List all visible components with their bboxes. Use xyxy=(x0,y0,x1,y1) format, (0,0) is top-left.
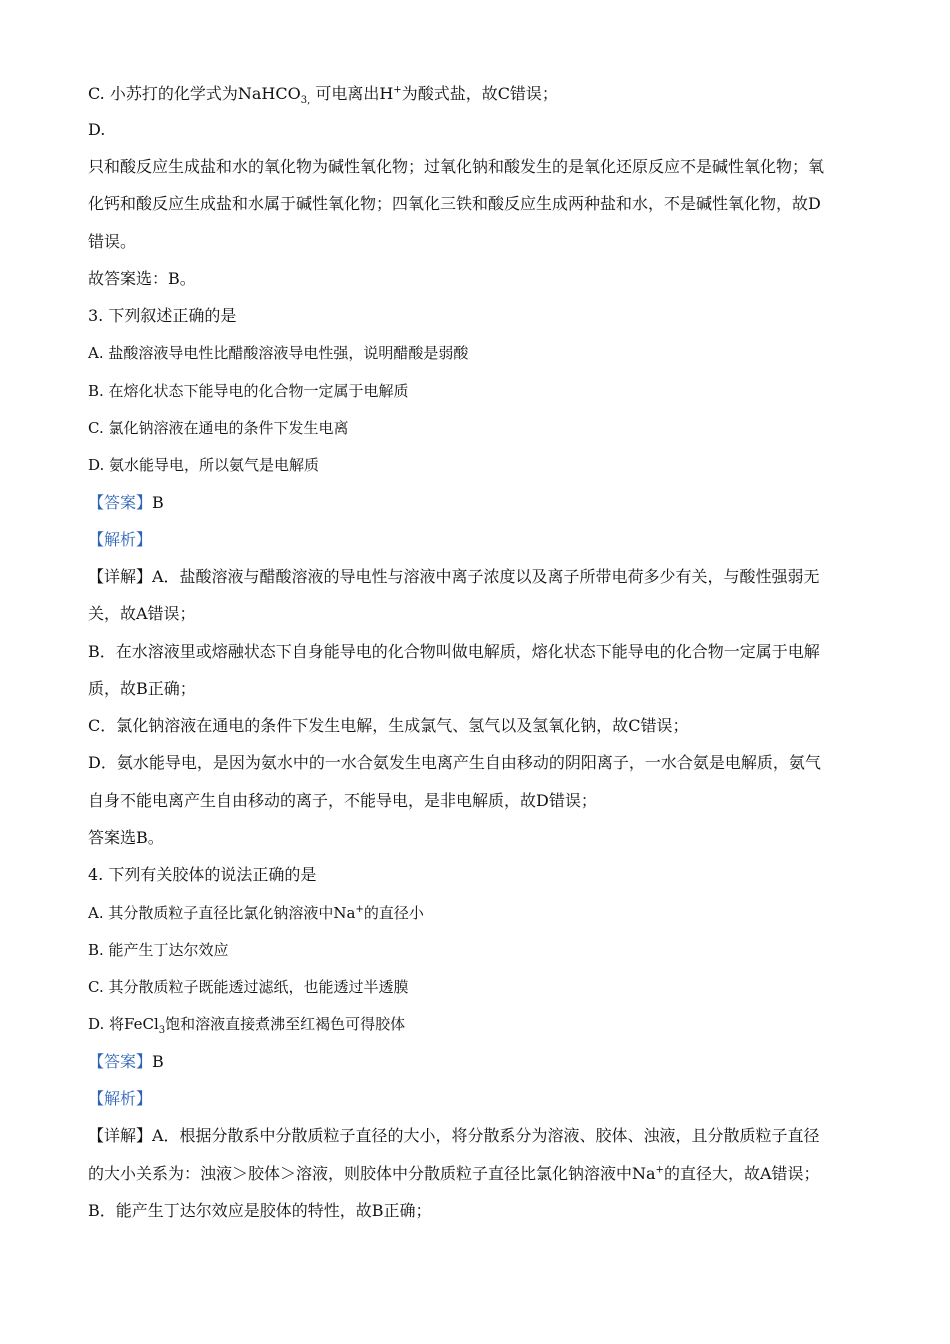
text-run: C. 其分散质粒子既能透过滤纸，也能透过半透膜 xyxy=(88,978,409,996)
text-run: 4. 下列有关胶体的说法正确的是 xyxy=(88,865,317,884)
superscript: + xyxy=(655,1164,664,1176)
text-run: 的大小关系为：浊液＞胶体＞溶液，则胶体中分散质粒子直径比氯化钠溶液中Na xyxy=(88,1164,656,1183)
text-run: 关，故A错误； xyxy=(88,604,196,623)
text-run: D. xyxy=(88,120,106,139)
superscript: + xyxy=(393,84,402,96)
text-run: 【详解】A．根据分散系中分散质粒子直径的大小，将分散系分为溶液、胶体、浊液，且分散质粒子直径 xyxy=(88,1126,820,1145)
text-run: B xyxy=(152,493,164,512)
text-run: B. 能产生丁达尔效应 xyxy=(88,941,229,959)
question-4-option-a xyxy=(88,902,424,924)
text-run: C. 氯化钠溶液在通电的条件下发生电离 xyxy=(88,419,349,437)
question-3-option-a xyxy=(88,342,468,364)
subscript: 3, xyxy=(300,95,311,107)
text-run: 【详解】A．盐酸溶液与醋酸溶液的导电性与溶液中离子浓度以及离子所带电荷多少有关，与酸性强弱无 xyxy=(88,567,820,586)
question-4-stem xyxy=(88,864,316,886)
text-run: 的直径大，故A错误； xyxy=(663,1164,820,1183)
answer-label xyxy=(88,492,164,514)
text-run: 只和酸反应生成盐和水的氧化物为碱性氧化物；过氧化钠和酸发生的是氧化还原反应不是碱性氧化物；氧 xyxy=(88,157,825,176)
text-run: 故答案选：B。 xyxy=(88,269,196,288)
section-label: 【解析】 xyxy=(88,1089,153,1108)
line-l4 xyxy=(88,193,821,215)
text-run: B xyxy=(152,1052,164,1071)
line-l18 xyxy=(88,715,689,737)
question-3-option-c xyxy=(88,417,348,439)
line-l14 xyxy=(88,566,820,588)
line-l1 xyxy=(88,83,558,105)
question-3-option-d xyxy=(88,454,319,476)
text-run: D. 将FeCl xyxy=(88,1015,159,1033)
text-run: C. 小苏打的化学式为NaHCO xyxy=(88,84,301,103)
section-label: 【答案】 xyxy=(88,1052,153,1071)
line-l30 xyxy=(88,1163,820,1185)
text-run: 的直径小 xyxy=(363,904,424,922)
text-run: 3. 下列叙述正确的是 xyxy=(88,306,237,325)
answer-label xyxy=(88,1051,164,1073)
text-run: B．在水溶液里或熔融状态下自身能导电的化合物叫做电解质，熔化状态下能导电的化合物一定属于电解 xyxy=(88,642,820,661)
text-run: D．氨水能导电，是因为氨水中的一水合氨发生电离产生自由移动的阴阳离子，一水合氨是电解质，氨气 xyxy=(88,753,821,772)
subscript: 3 xyxy=(158,1025,166,1036)
section-label: 【答案】 xyxy=(88,493,153,512)
line-l15 xyxy=(88,603,196,625)
text-run: 为酸式盐，故C错误； xyxy=(401,84,558,103)
analysis-label xyxy=(88,1088,152,1110)
superscript: + xyxy=(355,904,364,915)
line-l6 xyxy=(88,268,196,290)
text-run: C．氯化钠溶液在通电的条件下发生电解，生成氯气、氢气以及氢氧化钠，故C错误； xyxy=(88,716,689,735)
text-run: 化钙和酸反应生成盐和水属于碱性氧化物；四氧化三铁和酸反应生成两种盐和水，不是碱性氧化物，故D xyxy=(88,194,821,213)
line-l3 xyxy=(88,156,824,178)
text-run: 答案选B。 xyxy=(88,828,164,847)
question-3-stem xyxy=(88,305,236,327)
text-run: 可电离出H xyxy=(310,84,394,103)
text-run: B．能产生丁达尔效应是胶体的特性，故B正确； xyxy=(88,1201,432,1220)
question-4-option-b xyxy=(88,939,229,961)
line-l19 xyxy=(88,752,821,774)
line-l29 xyxy=(88,1125,820,1147)
text-run: 质，故B正确； xyxy=(88,679,196,698)
line-l20 xyxy=(88,790,597,812)
analysis-label xyxy=(88,529,152,551)
text-run: B. 在熔化状态下能导电的化合物一定属于电解质 xyxy=(88,382,409,400)
question-4-option-d xyxy=(88,1013,405,1035)
line-l16 xyxy=(88,641,820,663)
line-l17 xyxy=(88,678,196,700)
line-l5 xyxy=(88,231,136,253)
line-l31 xyxy=(88,1200,432,1222)
text-run: 饱和溶液直接煮沸至红褐色可得胶体 xyxy=(165,1015,406,1033)
line-l21 xyxy=(88,827,164,849)
text-run: A. 盐酸溶液导电性比醋酸溶液导电性强，说明醋酸是弱酸 xyxy=(88,344,469,362)
text-run: 自身不能电离产生自由移动的离子，不能导电，是非电解质，故D错误； xyxy=(88,791,597,810)
section-label: 【解析】 xyxy=(88,530,153,549)
text-run: A. 其分散质粒子直径比氯化钠溶液中Na xyxy=(88,904,356,922)
question-3-option-b xyxy=(88,380,409,402)
text-run: 错误。 xyxy=(88,232,137,251)
question-4-option-c xyxy=(88,976,408,998)
line-l2 xyxy=(88,119,105,141)
text-run: D. 氨水能导电，所以氨气是电解质 xyxy=(88,456,320,474)
